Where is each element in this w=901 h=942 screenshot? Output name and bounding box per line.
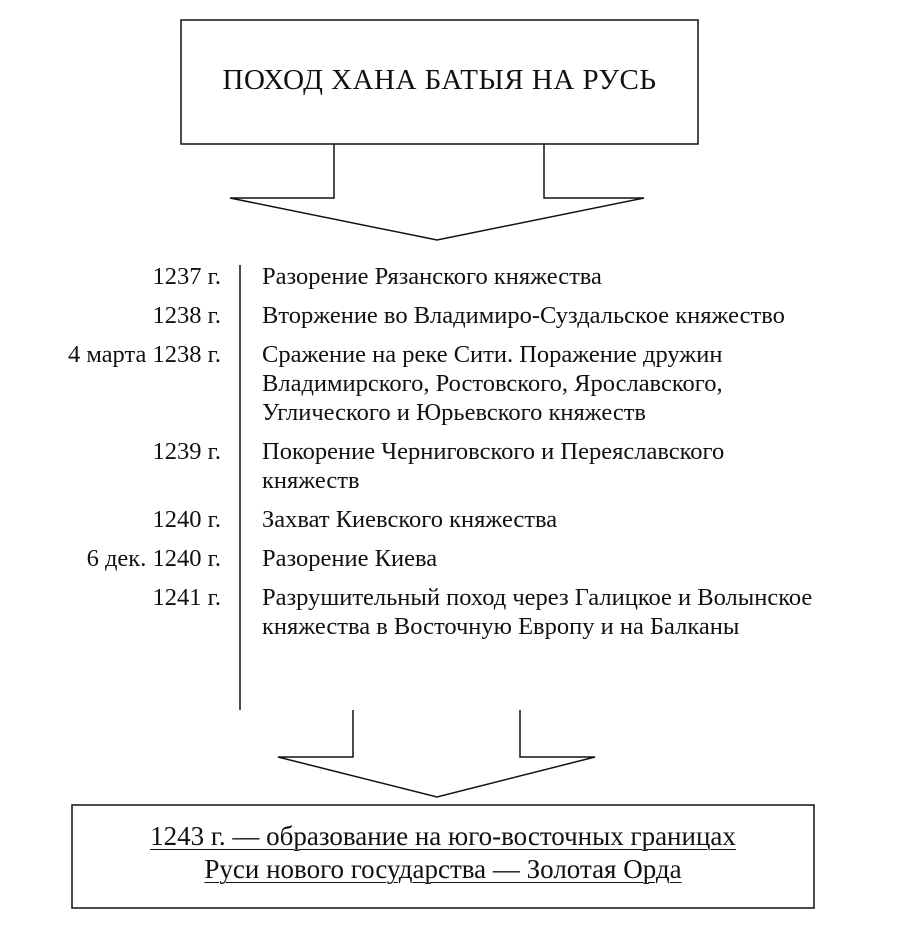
timeline-row <box>0 583 901 641</box>
down-arrow-top <box>230 144 644 240</box>
event-text: Разрушительный поход через Галицкое и Волынское княжества в Восточную Европу и на Балканы <box>262 584 813 640</box>
timeline <box>0 262 901 641</box>
event-text: Разорение Рязанского княжества <box>262 263 602 290</box>
event-date: 1237 г. <box>152 263 221 290</box>
event-date: 6 дек. 1240 г. <box>86 545 221 572</box>
event-date: 1240 г. <box>152 506 221 533</box>
timeline-row <box>0 301 901 330</box>
result-text <box>72 820 814 886</box>
timeline-row <box>0 340 901 427</box>
diagram-title: ПОХОД ХАНА БАТЫЯ НА РУСЬ <box>222 64 657 96</box>
timeline-row <box>0 544 901 573</box>
event-text: Покорение Черниговского и Переяславского княжеств <box>262 438 725 494</box>
event-text: Вторжение во Владимиро-Суздальское княжество <box>262 302 785 329</box>
event-date: 4 марта 1238 г. <box>67 341 221 368</box>
event-text: Разорение Киева <box>262 545 438 572</box>
event-date: 1241 г. <box>152 584 221 611</box>
event-date: 1239 г. <box>152 438 221 465</box>
event-text: Захват Киевского княжества <box>262 506 558 533</box>
result-line-2: Руси нового государства — Золотая Орда <box>204 854 682 884</box>
timeline-row <box>0 437 901 495</box>
event-text: Сражение на реке Сити. Поражение дружин Владимирского, Ростовского, Ярославского, Углического и Юрьевского княжеств <box>262 341 723 426</box>
down-arrow-bottom <box>278 710 595 797</box>
result-line-1: 1243 г. — образование на юго-восточных границах <box>150 821 736 851</box>
timeline-row <box>0 262 901 291</box>
timeline-row <box>0 505 901 534</box>
event-date: 1238 г. <box>152 302 221 329</box>
